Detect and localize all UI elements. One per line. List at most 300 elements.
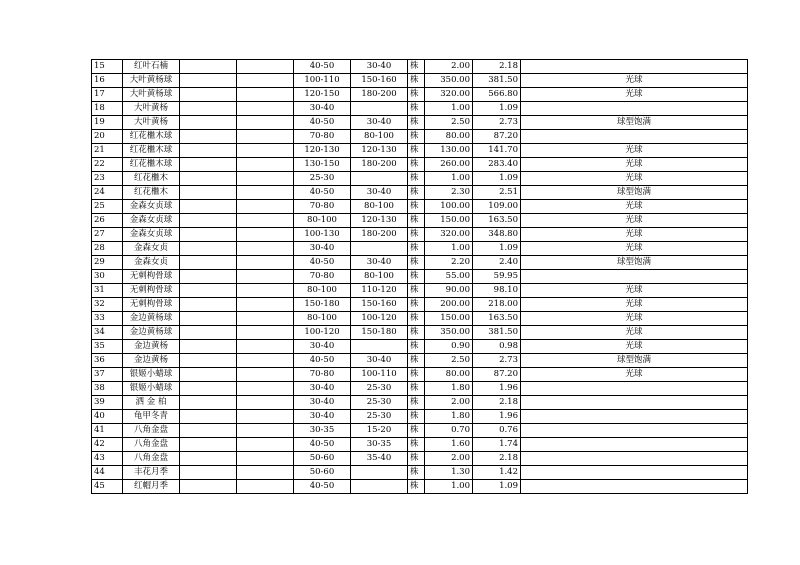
height-spec-cell: 100-110 <box>294 74 351 88</box>
table-row <box>92 284 748 298</box>
unit-cell: 株 <box>408 284 425 298</box>
row-number-cell: 15 <box>92 60 123 74</box>
note-cell: 光球 <box>521 214 748 228</box>
price-adjusted-cell: 1.96 <box>473 410 521 424</box>
plant-name-cell: 无刺枸骨球 <box>123 298 180 312</box>
crown-spec-cell: 100-110 <box>351 368 408 382</box>
note-cell <box>521 270 748 284</box>
table-row <box>92 410 748 424</box>
note-cell: 光球 <box>521 172 748 186</box>
empty-cell <box>237 214 294 228</box>
unit-cell: 株 <box>408 340 425 354</box>
price-adjusted-cell: 0.98 <box>473 340 521 354</box>
height-spec-cell: 70-80 <box>294 200 351 214</box>
crown-spec-cell: 30-40 <box>351 256 408 270</box>
price-adjusted-cell: 2.40 <box>473 256 521 270</box>
table-row <box>92 466 748 480</box>
unit-cell: 株 <box>408 158 425 172</box>
empty-cell <box>180 144 237 158</box>
unit-cell: 株 <box>408 298 425 312</box>
empty-cell <box>180 214 237 228</box>
price-adjusted-cell: 2.51 <box>473 186 521 200</box>
price-adjusted-cell: 0.76 <box>473 424 521 438</box>
empty-cell <box>180 60 237 74</box>
row-number-cell: 31 <box>92 284 123 298</box>
empty-cell <box>180 158 237 172</box>
table-row <box>92 228 748 242</box>
table-row <box>92 172 748 186</box>
plant-name-cell: 洒 金 柏 <box>123 396 180 410</box>
plant-name-cell: 丰花月季 <box>123 466 180 480</box>
unit-cell: 株 <box>408 466 425 480</box>
table-row <box>92 130 748 144</box>
height-spec-cell: 40-50 <box>294 256 351 270</box>
unit-cell: 株 <box>408 354 425 368</box>
empty-cell <box>180 368 237 382</box>
crown-spec-cell <box>351 102 408 116</box>
unit-cell: 株 <box>408 144 425 158</box>
crown-spec-cell <box>351 242 408 256</box>
empty-cell <box>237 116 294 130</box>
table-row <box>92 116 748 130</box>
price-cell: 1.60 <box>425 438 473 452</box>
table-row <box>92 270 748 284</box>
empty-cell <box>180 74 237 88</box>
note-cell: 球型饱满 <box>521 354 748 368</box>
crown-spec-cell: 120-130 <box>351 214 408 228</box>
note-cell: 光球 <box>521 88 748 102</box>
empty-cell <box>180 354 237 368</box>
empty-cell <box>237 368 294 382</box>
empty-cell <box>237 340 294 354</box>
empty-cell <box>237 326 294 340</box>
price-adjusted-cell: 141.70 <box>473 144 521 158</box>
note-cell <box>521 396 748 410</box>
unit-cell: 株 <box>408 326 425 340</box>
unit-cell: 株 <box>408 130 425 144</box>
crown-spec-cell: 150-180 <box>351 326 408 340</box>
price-adjusted-cell: 218.00 <box>473 298 521 312</box>
empty-cell <box>180 200 237 214</box>
empty-cell <box>237 74 294 88</box>
empty-cell <box>237 312 294 326</box>
table-row <box>92 74 748 88</box>
note-cell: 光球 <box>521 298 748 312</box>
crown-spec-cell: 180-200 <box>351 228 408 242</box>
empty-cell <box>237 60 294 74</box>
row-number-cell: 16 <box>92 74 123 88</box>
table-row <box>92 186 748 200</box>
note-cell: 光球 <box>521 312 748 326</box>
unit-cell: 株 <box>408 116 425 130</box>
plant-name-cell: 大叶黄杨 <box>123 116 180 130</box>
price-adjusted-cell: 381.50 <box>473 326 521 340</box>
plant-name-cell: 银姬小蜡球 <box>123 368 180 382</box>
crown-spec-cell: 35-40 <box>351 452 408 466</box>
empty-cell <box>180 284 237 298</box>
price-cell: 2.30 <box>425 186 473 200</box>
crown-spec-cell: 30-35 <box>351 438 408 452</box>
table-row <box>92 88 748 102</box>
empty-cell <box>237 186 294 200</box>
price-cell: 350.00 <box>425 74 473 88</box>
empty-cell <box>237 256 294 270</box>
price-adjusted-cell: 2.73 <box>473 116 521 130</box>
height-spec-cell: 50-60 <box>294 466 351 480</box>
plant-name-cell: 红花檵木 <box>123 186 180 200</box>
price-adjusted-cell: 87.20 <box>473 368 521 382</box>
price-cell: 2.00 <box>425 60 473 74</box>
table-row <box>92 312 748 326</box>
row-number-cell: 33 <box>92 312 123 326</box>
empty-cell <box>180 186 237 200</box>
row-number-cell: 35 <box>92 340 123 354</box>
height-spec-cell: 30-40 <box>294 340 351 354</box>
row-number-cell: 20 <box>92 130 123 144</box>
row-number-cell: 25 <box>92 200 123 214</box>
empty-cell <box>180 228 237 242</box>
price-cell: 2.00 <box>425 452 473 466</box>
price-cell: 1.00 <box>425 172 473 186</box>
price-cell: 2.20 <box>425 256 473 270</box>
height-spec-cell: 70-80 <box>294 130 351 144</box>
unit-cell: 株 <box>408 382 425 396</box>
price-cell: 1.80 <box>425 410 473 424</box>
price-cell: 150.00 <box>425 214 473 228</box>
crown-spec-cell: 15-20 <box>351 424 408 438</box>
row-number-cell: 40 <box>92 410 123 424</box>
empty-cell <box>180 116 237 130</box>
empty-cell <box>237 410 294 424</box>
unit-cell: 株 <box>408 186 425 200</box>
price-adjusted-cell: 348.80 <box>473 228 521 242</box>
height-spec-cell: 30-40 <box>294 396 351 410</box>
plant-name-cell: 无刺枸骨球 <box>123 284 180 298</box>
price-cell: 80.00 <box>425 368 473 382</box>
empty-cell <box>237 480 294 494</box>
height-spec-cell: 130-150 <box>294 158 351 172</box>
row-number-cell: 23 <box>92 172 123 186</box>
crown-spec-cell <box>351 340 408 354</box>
row-number-cell: 22 <box>92 158 123 172</box>
empty-cell <box>180 130 237 144</box>
plant-name-cell: 八角金盘 <box>123 452 180 466</box>
price-cell: 260.00 <box>425 158 473 172</box>
price-adjusted-cell: 2.18 <box>473 60 521 74</box>
height-spec-cell: 120-150 <box>294 88 351 102</box>
height-spec-cell: 30-35 <box>294 424 351 438</box>
price-adjusted-cell: 283.40 <box>473 158 521 172</box>
table-row <box>92 60 748 74</box>
table-row <box>92 340 748 354</box>
height-spec-cell: 40-50 <box>294 480 351 494</box>
note-cell <box>521 452 748 466</box>
empty-cell <box>180 88 237 102</box>
row-number-cell: 21 <box>92 144 123 158</box>
price-cell: 100.00 <box>425 200 473 214</box>
table-row <box>92 354 748 368</box>
plant-name-cell: 红花檵木球 <box>123 144 180 158</box>
price-adjusted-cell: 1.09 <box>473 102 521 116</box>
unit-cell: 株 <box>408 270 425 284</box>
table-row <box>92 480 748 494</box>
price-cell: 1.30 <box>425 466 473 480</box>
row-number-cell: 29 <box>92 256 123 270</box>
plant-name-cell: 无刺枸骨球 <box>123 270 180 284</box>
empty-cell <box>237 466 294 480</box>
crown-spec-cell: 25-30 <box>351 396 408 410</box>
height-spec-cell: 70-80 <box>294 270 351 284</box>
empty-cell <box>237 354 294 368</box>
price-cell: 1.00 <box>425 242 473 256</box>
price-cell: 200.00 <box>425 298 473 312</box>
price-adjusted-cell: 109.00 <box>473 200 521 214</box>
plant-name-cell: 红叶石楠 <box>123 60 180 74</box>
unit-cell: 株 <box>408 368 425 382</box>
height-spec-cell: 40-50 <box>294 438 351 452</box>
row-number-cell: 24 <box>92 186 123 200</box>
unit-cell: 株 <box>408 396 425 410</box>
note-cell <box>521 60 748 74</box>
unit-cell: 株 <box>408 242 425 256</box>
plant-name-cell: 红花檵木球 <box>123 130 180 144</box>
note-cell <box>521 424 748 438</box>
plant-name-cell: 大叶黄杨球 <box>123 88 180 102</box>
crown-spec-cell: 25-30 <box>351 410 408 424</box>
plant-name-cell: 金森女贞球 <box>123 214 180 228</box>
price-cell: 320.00 <box>425 88 473 102</box>
crown-spec-cell <box>351 172 408 186</box>
unit-cell: 株 <box>408 200 425 214</box>
crown-spec-cell: 30-40 <box>351 354 408 368</box>
row-number-cell: 19 <box>92 116 123 130</box>
height-spec-cell: 40-50 <box>294 186 351 200</box>
unit-cell: 株 <box>408 172 425 186</box>
empty-cell <box>180 326 237 340</box>
row-number-cell: 26 <box>92 214 123 228</box>
price-adjusted-cell: 2.73 <box>473 354 521 368</box>
plant-name-cell: 金边黄杨球 <box>123 326 180 340</box>
empty-cell <box>180 340 237 354</box>
note-cell: 光球 <box>521 368 748 382</box>
empty-cell <box>237 270 294 284</box>
unit-cell: 株 <box>408 312 425 326</box>
empty-cell <box>237 172 294 186</box>
plant-name-cell: 大叶黄杨 <box>123 102 180 116</box>
empty-cell <box>180 452 237 466</box>
row-number-cell: 37 <box>92 368 123 382</box>
note-cell: 光球 <box>521 200 748 214</box>
row-number-cell: 42 <box>92 438 123 452</box>
empty-cell <box>180 312 237 326</box>
row-number-cell: 36 <box>92 354 123 368</box>
row-number-cell: 38 <box>92 382 123 396</box>
plant-name-cell: 大叶黄杨球 <box>123 74 180 88</box>
height-spec-cell: 40-50 <box>294 116 351 130</box>
price-cell: 130.00 <box>425 144 473 158</box>
row-number-cell: 18 <box>92 102 123 116</box>
note-cell: 光球 <box>521 158 748 172</box>
price-cell: 1.00 <box>425 480 473 494</box>
table-row <box>92 144 748 158</box>
crown-spec-cell: 150-160 <box>351 298 408 312</box>
empty-cell <box>237 242 294 256</box>
note-cell: 球型饱满 <box>521 116 748 130</box>
price-table <box>91 59 748 494</box>
crown-spec-cell <box>351 480 408 494</box>
height-spec-cell: 40-50 <box>294 60 351 74</box>
unit-cell: 株 <box>408 60 425 74</box>
price-adjusted-cell: 163.50 <box>473 214 521 228</box>
empty-cell <box>237 200 294 214</box>
height-spec-cell: 70-80 <box>294 368 351 382</box>
table-row <box>92 382 748 396</box>
plant-name-cell: 金森女贞 <box>123 242 180 256</box>
empty-cell <box>180 242 237 256</box>
unit-cell: 株 <box>408 424 425 438</box>
price-table-body <box>92 60 748 494</box>
empty-cell <box>237 438 294 452</box>
note-cell: 光球 <box>521 144 748 158</box>
empty-cell <box>237 144 294 158</box>
unit-cell: 株 <box>408 228 425 242</box>
plant-name-cell: 金森女贞球 <box>123 200 180 214</box>
empty-cell <box>180 382 237 396</box>
price-adjusted-cell: 163.50 <box>473 312 521 326</box>
unit-cell: 株 <box>408 88 425 102</box>
height-spec-cell: 120-130 <box>294 144 351 158</box>
price-cell: 2.50 <box>425 116 473 130</box>
table-row <box>92 256 748 270</box>
empty-cell <box>237 396 294 410</box>
height-spec-cell: 50-60 <box>294 452 351 466</box>
empty-cell <box>180 102 237 116</box>
plant-name-cell: 银姬小蜡球 <box>123 382 180 396</box>
height-spec-cell: 100-120 <box>294 326 351 340</box>
crown-spec-cell: 180-200 <box>351 88 408 102</box>
note-cell: 球型饱满 <box>521 256 748 270</box>
price-adjusted-cell: 381.50 <box>473 74 521 88</box>
crown-spec-cell: 30-40 <box>351 186 408 200</box>
price-cell: 1.00 <box>425 102 473 116</box>
note-cell: 光球 <box>521 326 748 340</box>
empty-cell <box>237 424 294 438</box>
price-cell: 0.90 <box>425 340 473 354</box>
empty-cell <box>180 480 237 494</box>
row-number-cell: 34 <box>92 326 123 340</box>
table-row <box>92 368 748 382</box>
empty-cell <box>180 410 237 424</box>
height-spec-cell: 30-40 <box>294 410 351 424</box>
table-row <box>92 396 748 410</box>
note-cell: 光球 <box>521 340 748 354</box>
table-row <box>92 326 748 340</box>
note-cell <box>521 102 748 116</box>
price-cell: 0.70 <box>425 424 473 438</box>
unit-cell: 株 <box>408 438 425 452</box>
plant-name-cell: 红帽月季 <box>123 480 180 494</box>
note-cell: 光球 <box>521 74 748 88</box>
crown-spec-cell: 30-40 <box>351 116 408 130</box>
price-adjusted-cell: 566.80 <box>473 88 521 102</box>
table-row <box>92 298 748 312</box>
crown-spec-cell: 25-30 <box>351 382 408 396</box>
unit-cell: 株 <box>408 214 425 228</box>
plant-name-cell: 金边黄杨 <box>123 354 180 368</box>
note-cell: 光球 <box>521 228 748 242</box>
row-number-cell: 43 <box>92 452 123 466</box>
note-cell: 球型饱满 <box>521 186 748 200</box>
crown-spec-cell: 30-40 <box>351 60 408 74</box>
price-adjusted-cell: 2.18 <box>473 452 521 466</box>
row-number-cell: 39 <box>92 396 123 410</box>
table-row <box>92 424 748 438</box>
price-adjusted-cell: 1.74 <box>473 438 521 452</box>
table-row <box>92 214 748 228</box>
empty-cell <box>237 88 294 102</box>
empty-cell <box>180 424 237 438</box>
table-row <box>92 452 748 466</box>
empty-cell <box>237 382 294 396</box>
note-cell <box>521 466 748 480</box>
empty-cell <box>237 130 294 144</box>
height-spec-cell: 25-30 <box>294 172 351 186</box>
price-cell: 55.00 <box>425 270 473 284</box>
empty-cell <box>180 438 237 452</box>
unit-cell: 株 <box>408 480 425 494</box>
unit-cell: 株 <box>408 102 425 116</box>
unit-cell: 株 <box>408 74 425 88</box>
height-spec-cell: 100-130 <box>294 228 351 242</box>
crown-spec-cell: 180-200 <box>351 158 408 172</box>
price-adjusted-cell: 1.96 <box>473 382 521 396</box>
height-spec-cell: 80-100 <box>294 312 351 326</box>
price-cell: 2.50 <box>425 354 473 368</box>
crown-spec-cell: 100-120 <box>351 312 408 326</box>
plant-name-cell: 金边黄杨球 <box>123 312 180 326</box>
row-number-cell: 32 <box>92 298 123 312</box>
row-number-cell: 41 <box>92 424 123 438</box>
crown-spec-cell: 150-160 <box>351 74 408 88</box>
height-spec-cell: 40-50 <box>294 354 351 368</box>
unit-cell: 株 <box>408 452 425 466</box>
note-cell: 光球 <box>521 284 748 298</box>
plant-name-cell: 红花檵木球 <box>123 158 180 172</box>
price-adjusted-cell: 87.20 <box>473 130 521 144</box>
plant-name-cell: 金森女贞 <box>123 256 180 270</box>
height-spec-cell: 80-100 <box>294 214 351 228</box>
table-row <box>92 102 748 116</box>
price-adjusted-cell: 1.42 <box>473 466 521 480</box>
price-adjusted-cell: 1.09 <box>473 172 521 186</box>
height-spec-cell: 30-40 <box>294 242 351 256</box>
row-number-cell: 17 <box>92 88 123 102</box>
height-spec-cell: 80-100 <box>294 284 351 298</box>
plant-name-cell: 八角金盘 <box>123 438 180 452</box>
empty-cell <box>237 228 294 242</box>
row-number-cell: 45 <box>92 480 123 494</box>
price-adjusted-cell: 59.95 <box>473 270 521 284</box>
plant-name-cell: 红花檵木 <box>123 172 180 186</box>
note-cell <box>521 382 748 396</box>
unit-cell: 株 <box>408 256 425 270</box>
price-cell: 2.00 <box>425 396 473 410</box>
crown-spec-cell: 110-120 <box>351 284 408 298</box>
crown-spec-cell: 80-100 <box>351 130 408 144</box>
empty-cell <box>180 270 237 284</box>
note-cell <box>521 438 748 452</box>
empty-cell <box>237 102 294 116</box>
